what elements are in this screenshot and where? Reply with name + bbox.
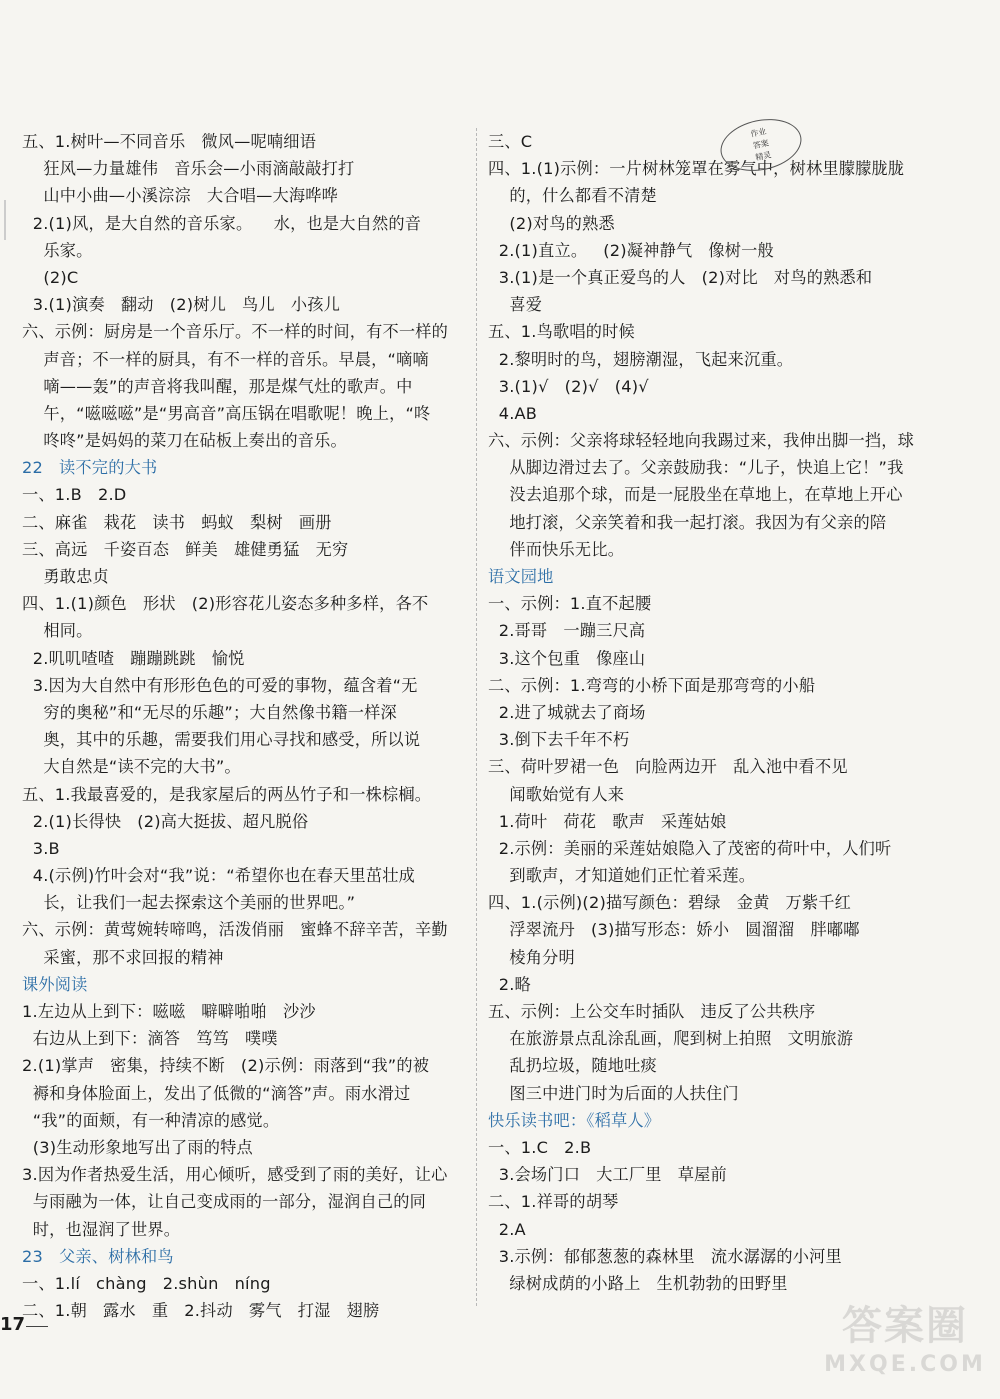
stamp-line-1: 作业 (749, 126, 768, 139)
answer-line: 4.AB (488, 403, 538, 423)
answer-line: 2.A (488, 1219, 526, 1239)
answer-line: 图三中进门时为后面的人扶住门 (488, 1083, 739, 1103)
answer-line: (3)生动形象地写出了雨的特点 (22, 1137, 253, 1157)
answer-line: 到歌声，才知道她们正忙着采莲。 (488, 866, 756, 886)
answer-line: 三、高远 千姿百态 鲜美 雄健勇猛 无穷 (22, 539, 349, 559)
answer-line: 五、1.树叶—不同音乐 微风—呢喃细语 (22, 132, 317, 151)
answer-line: 3.示例：郁郁葱葱的森林里 流水潺潺的小河里 (488, 1246, 842, 1266)
answer-line: 2.(1)长得快 (2)高大挺拔、超凡脱俗 (22, 811, 309, 831)
answer-line: 一、示例：1.直不起腰 (488, 594, 652, 614)
answer-line: 伴而快乐无比。 (488, 539, 625, 559)
answer-line: 穷的奥秘”和“无尽的乐趣”；大自然像书籍一样深 (22, 702, 397, 722)
answer-line: 相同。 (22, 621, 93, 641)
answer-line: 大自然是“读不完的大书”。 (22, 757, 241, 777)
answer-line: 闻歌始觉有人来 (488, 784, 625, 804)
answer-line: 3.(1)√ (2)√ (4)√ (488, 376, 649, 396)
answer-line: 3.这个包重 像座山 (488, 648, 646, 668)
answer-line: (2)对鸟的熟悉 (488, 213, 615, 233)
answer-line: 棱角分明 (488, 947, 575, 967)
answer-line: “我”的面颊，有一种清凉的感觉。 (22, 1110, 280, 1130)
answer-line: 2.黎明时的鸟，翅膀潮湿，飞起来沉重。 (488, 349, 794, 369)
answer-line: 2.(1)风，是大自然的音乐家。 水，也是大自然的音 (22, 213, 422, 233)
page-number: 17 (0, 1314, 26, 1335)
answer-line: 一、1.C 2.B (488, 1137, 592, 1157)
answer-line: 四、1.(1)示例：一片树林笼罩在雾气中，树林里朦朦胧胧 (488, 159, 905, 179)
left-answer-column (22, 128, 468, 1324)
answer-line: 六、示例：父亲将球轻轻地向我踢过来，我伸出脚一挡，球 (488, 431, 915, 451)
answer-line: 3.因为作者热爱生活，用心倾听，感受到了雨的美好，让心 (22, 1165, 448, 1185)
answer-line: 1.荷叶 荷花 歌声 采莲姑娘 (488, 811, 727, 831)
answer-line: 五、示例：上公交车时插队 违反了公共秩序 (488, 1002, 816, 1021)
answer-line: 3.会场门口 大工厂里 草屋前 (488, 1165, 727, 1185)
answer-line: 4.(示例)竹叶会对“我”说：“希望你也在春天里茁壮成 (22, 866, 416, 886)
section-heading: 23 父亲、树林和鸟 (22, 1246, 174, 1266)
answer-line: 乐家。 (22, 240, 93, 260)
answer-line: 乱扔垃圾，随地吐痰 (488, 1056, 657, 1076)
answer-line: 午，“嗞嗞嗞”是“男高音”高压锅在唱歌呢！晚上，“咚 (22, 403, 431, 423)
answer-line: 从脚边滑过去了。父亲鼓励我：“儿子，快追上它！”我 (488, 458, 904, 478)
page-number-dash (26, 1326, 48, 1327)
watermark-main-text: 答案圈 (842, 1303, 968, 1349)
answer-line: 2.(1)掌声 密集，持续不断 (2)示例：雨落到“我”的被 (22, 1056, 430, 1076)
answer-line: 2.哥哥 一蹦三尺高 (488, 621, 646, 641)
right-answer-column (488, 128, 944, 1297)
answer-line: 喜爱 (488, 295, 543, 315)
answer-line: 浮翠流丹 (3)描写形态：娇小 圆溜溜 胖嘟嘟 (488, 920, 860, 940)
section-heading: 语文园地 (488, 567, 554, 586)
answer-line: 声音；不一样的厨具，有不一样的音乐。早晨，“嘀嘀 (22, 349, 429, 369)
answer-line: 嘀——轰”的声音将我叫醒，那是煤气灶的歌声。中 (22, 376, 413, 396)
answer-line: 与雨融为一体，让自己变成雨的一部分，湿润自己的同 (22, 1192, 426, 1212)
answer-line: 五、1.我最喜爱的，是我家屋后的两丛竹子和一株棕榈。 (22, 784, 432, 804)
answer-line: 采蜜，那不求回报的精神 (22, 947, 224, 967)
answer-line: 三、荷叶罗裙一色 向脸两边开 乱入池中看不见 (488, 757, 848, 777)
scan-edge-mark (4, 200, 6, 240)
answer-line: 在旅游景点乱涂乱画，爬到树上拍照 文明旅游 (488, 1029, 854, 1049)
answer-line: 2.叽叽喳喳 蹦蹦跳跳 愉悦 (22, 648, 245, 668)
answer-line: 3.(1)是一个真正爱鸟的人 (2)对比 对鸟的熟悉和 (488, 267, 873, 287)
answer-line: 二、示例：1.弯弯的小桥下面是那弯弯的小船 (488, 675, 816, 695)
answer-line: 五、1.鸟歌唱的时候 (488, 322, 635, 342)
answer-line: 右边从上到下：滴答 笃笃 噗噗 (22, 1029, 278, 1049)
answer-line: 褥和身体脸面上，发出了低微的“滴答”声。雨水滑过 (22, 1083, 411, 1103)
column-divider (476, 128, 478, 1306)
answer-line: (2)C (22, 267, 79, 287)
answer-line: 的，什么都看不清楚 (488, 186, 657, 206)
answer-line: 3.因为大自然中有形形色色的可爱的事物，蕴含着“无 (22, 675, 418, 695)
answer-line: 六、示例：黄莺婉转啼鸣，活泼俏丽 蜜蜂不辞辛苦，辛勤 (22, 920, 448, 940)
stamp-line-3: 精灵 (754, 150, 773, 163)
answer-line: 2.略 (488, 974, 531, 994)
answer-line: 1.左边从上到下：嗞嗞 噼噼啪啪 沙沙 (22, 1002, 316, 1021)
watermark-logo (820, 1300, 990, 1390)
answer-line: 3.倒下去千年不朽 (488, 730, 630, 750)
answer-line: 2.(1)直立。 (2)凝神静气 像树一般 (488, 240, 774, 260)
section-heading: 快乐读书吧：《稻草人》 (488, 1110, 661, 1130)
answer-line: 六、示例：厨房是一个音乐厅。不一样的时间，有不一样的 (22, 322, 449, 342)
answer-line: 勇敢忠贞 (22, 567, 109, 586)
answer-line: 2.示例：美丽的采莲姑娘隐入了茂密的荷叶中，人们听 (488, 838, 892, 858)
section-heading: 课外阅读 (22, 974, 88, 994)
answer-line: 山中小曲—小溪淙淙 大合唱—大海哗哗 (22, 186, 339, 206)
answer-line: 二、麻雀 栽花 读书 蚂蚁 梨树 画册 (22, 512, 332, 532)
answer-line: 2.进了城就去了商场 (488, 702, 646, 722)
answer-line: 3.(1)演奏 翻动 (2)树儿 鸟儿 小孩儿 (22, 295, 341, 315)
answer-line: 二、1.祥哥的胡琴 (488, 1192, 619, 1212)
answer-line: 时，也湿润了世界。 (22, 1219, 181, 1239)
answer-line: 三、C (488, 132, 533, 151)
answer-line: 二、1.朝 露水 重 2.抖动 雾气 打湿 翅膀 (22, 1301, 380, 1321)
answer-line: 长，让我们一起去探索这个美丽的世界吧。” (22, 893, 356, 913)
answer-line: 狂风—力量雄伟 音乐会—小雨滴敲敲打打 (22, 159, 355, 179)
answer-line: 没去追那个球，而是一屁股坐在草地上，在草地上开心 (488, 485, 903, 505)
answer-line: 一、1.lí chàng 2.shùn níng (22, 1273, 271, 1293)
answer-line: 地打滚，父亲笑着和我一起打滚。我因为有父亲的陪 (488, 512, 887, 532)
stamp-line-2: 答案 (752, 138, 770, 151)
answer-line: 咚咚”是妈妈的菜刀在砧板上奏出的音乐。 (22, 431, 347, 451)
answer-line: 一、1.B 2.D (22, 485, 127, 505)
answer-line: 绿树成荫的小路上 生机勃勃的田野里 (488, 1273, 788, 1293)
answer-line: 3.B (22, 838, 60, 858)
watermark-sub-text: MXQE.COM (824, 1352, 986, 1377)
answer-line: 四、1.(示例)(2)描写颜色：碧绿 金黄 万紫千红 (488, 893, 852, 913)
section-heading: 22 读不完的大书 (22, 458, 158, 478)
answer-line: 奥，其中的乐趣，需要我们用心寻找和感受，所以说 (22, 730, 421, 750)
answer-line: 四、1.(1)颜色 形状 (2)形容花儿姿态多种多样，各不 (22, 594, 429, 614)
